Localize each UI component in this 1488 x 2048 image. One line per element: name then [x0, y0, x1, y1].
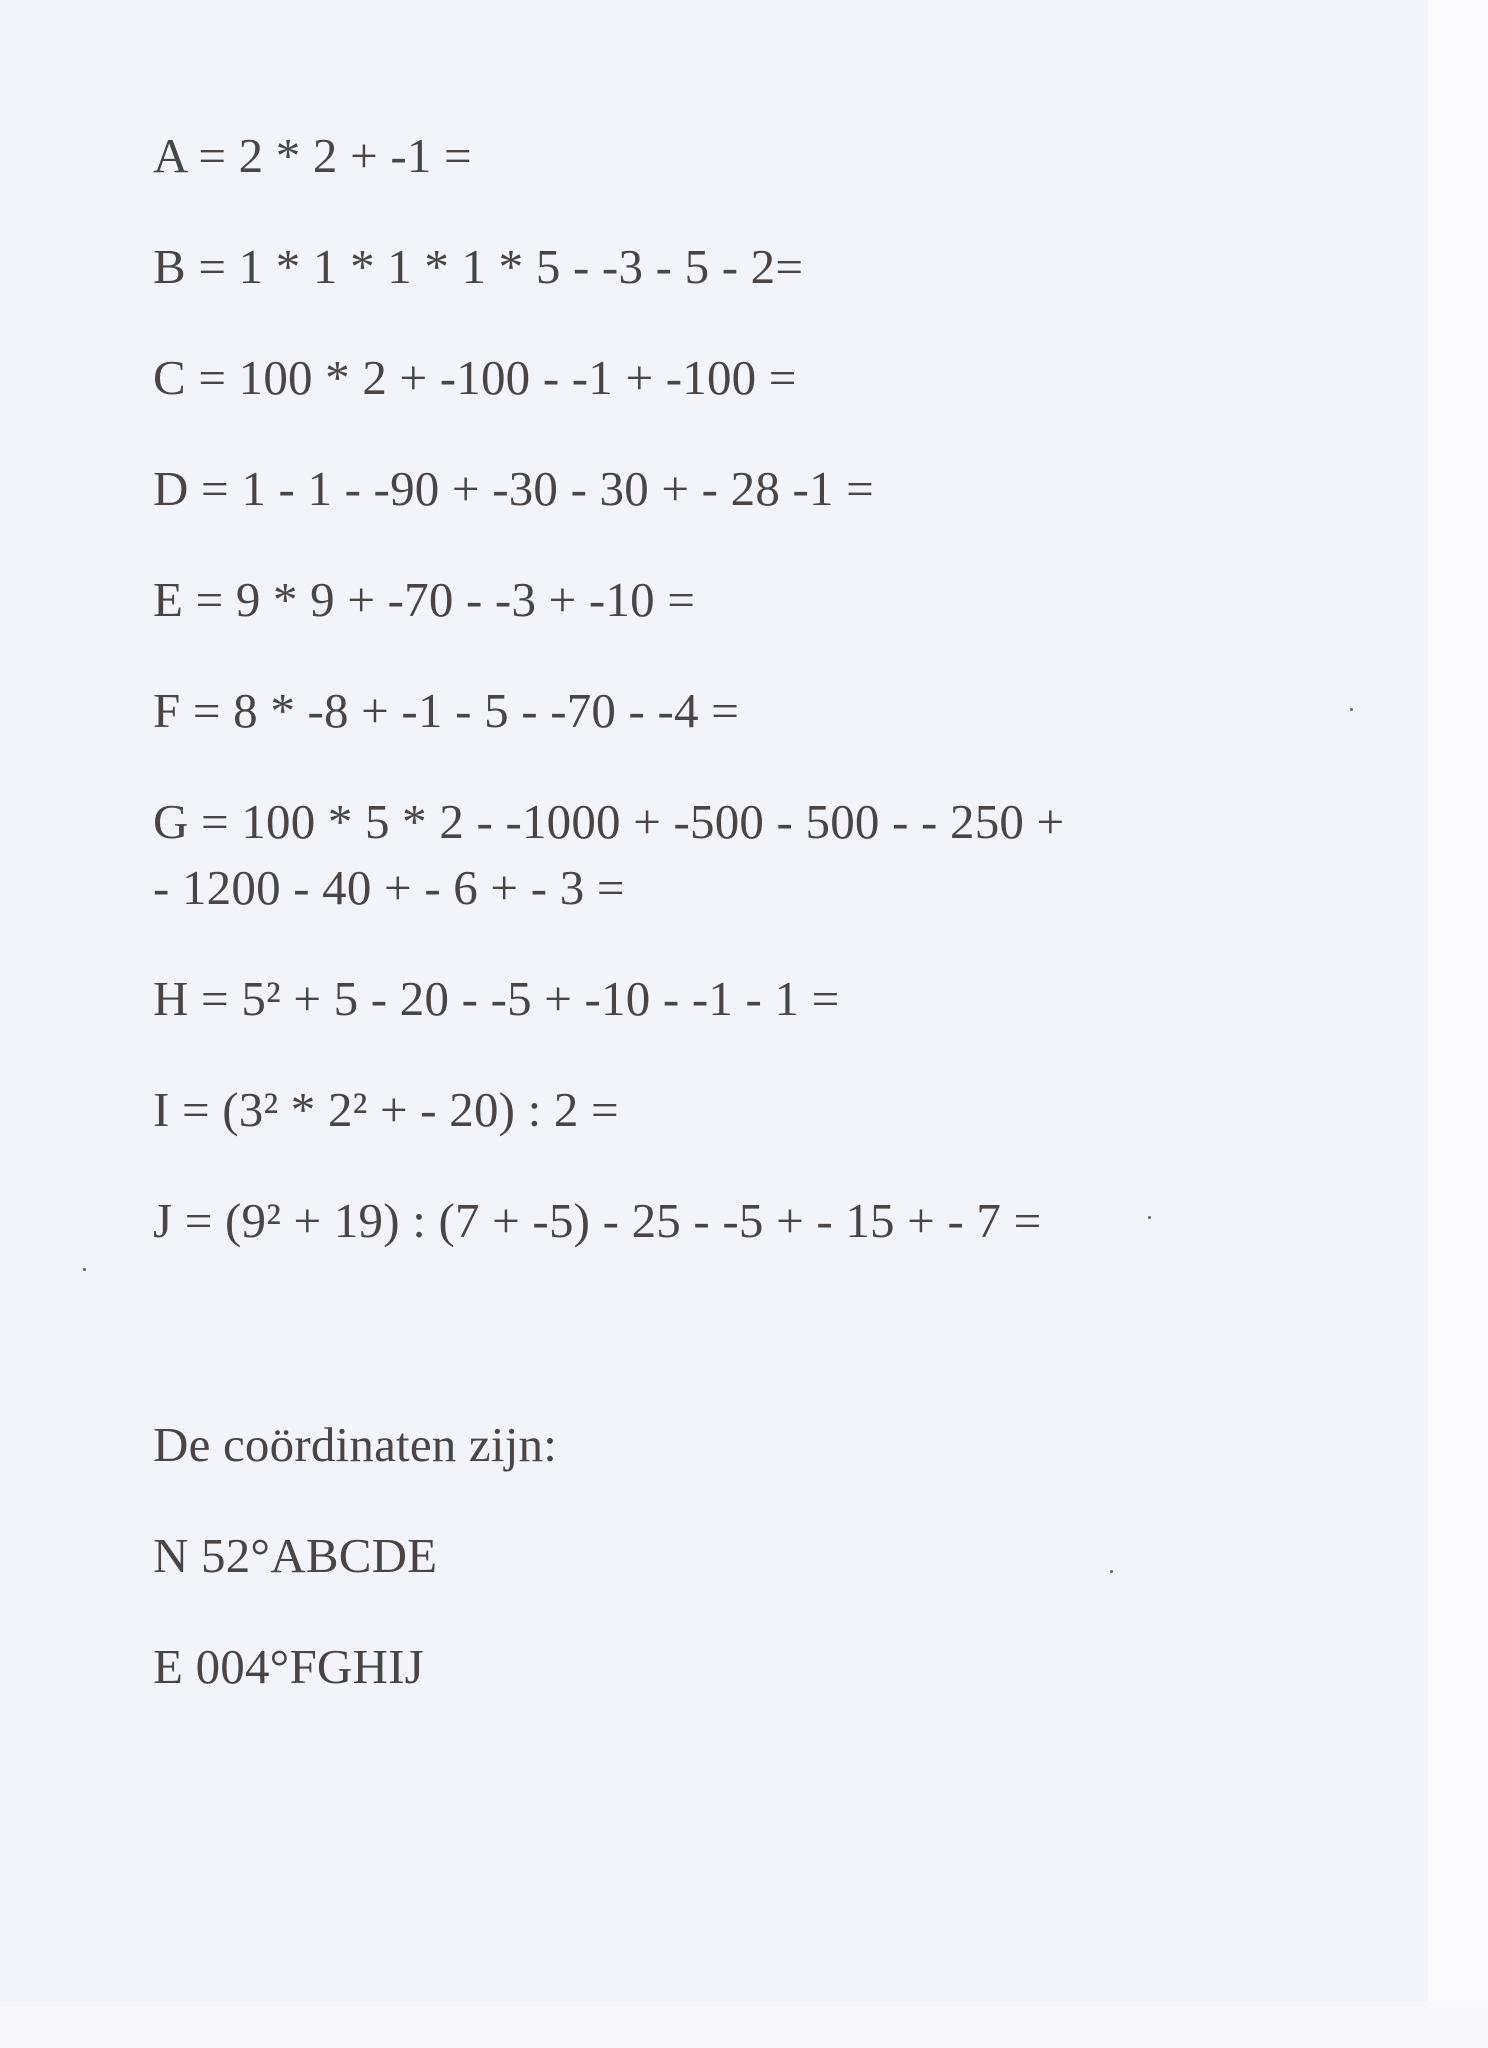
equation-g-line2: - 1200 - 40 + - 6 + - 3 = — [153, 860, 625, 915]
equation-b: B = 1 * 1 * 1 * 1 * 5 - -3 - 5 - 2= — [153, 239, 804, 294]
coordinate-east: E 004°FGHIJ — [153, 1639, 424, 1694]
equation-e: E = 9 * 9 + -70 - -3 + -10 = — [153, 572, 696, 627]
equation-a: A = 2 * 2 + -1 = — [153, 128, 472, 183]
equation-d: D = 1 - 1 - -90 + -30 - 30 + - 28 -1 = — [153, 461, 874, 516]
scan-right-edge — [1428, 0, 1488, 2048]
paper-speck — [83, 1268, 86, 1271]
equation-h: H = 5² + 5 - 20 - -5 + -10 - -1 - 1 = — [153, 971, 840, 1026]
equation-g-line1: G = 100 * 5 * 2 - -1000 + -500 - 500 - - 250 + — [153, 794, 1065, 849]
equation-j: J = (9² + 19) : (7 + -5) - 25 - -5 + - 15 + - 7 = — [153, 1193, 1042, 1248]
paper-speck — [1350, 708, 1353, 711]
coordinates-heading: De coördinaten zijn: — [153, 1417, 558, 1472]
paper-speck — [1110, 1570, 1113, 1573]
equation-c: C = 100 * 2 + -100 - -1 + -100 = — [153, 350, 797, 405]
equation-i: I = (3² * 2² + - 20) : 2 = — [153, 1082, 619, 1137]
paper-speck — [1148, 1216, 1151, 1219]
coordinate-north: N 52°ABCDE — [153, 1528, 438, 1583]
scan-bottom-edge — [0, 2002, 1488, 2048]
equation-f: F = 8 * -8 + -1 - 5 - -70 - -4 = — [153, 683, 740, 738]
